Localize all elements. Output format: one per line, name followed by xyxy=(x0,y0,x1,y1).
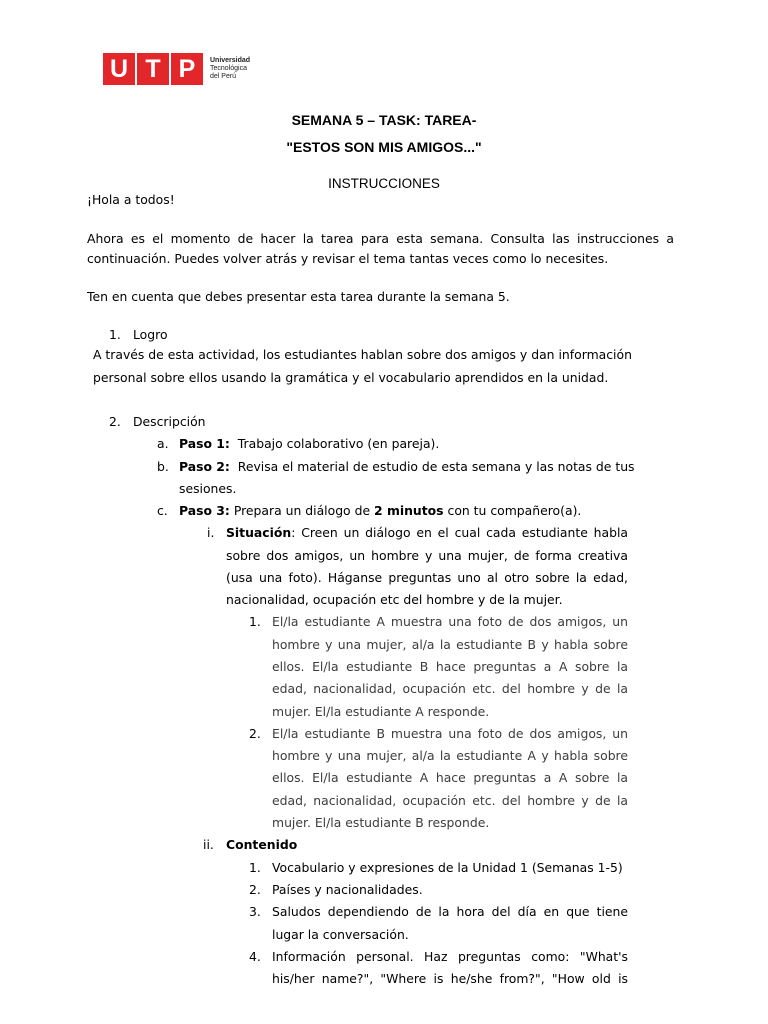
page-title: SEMANA 5 – TASK: TAREA- xyxy=(291,112,477,128)
step-c-label: Paso 3: xyxy=(179,503,230,518)
sub-i-marker: i. xyxy=(207,525,215,540)
sub-ii-marker: ii. xyxy=(203,837,214,852)
step-b-line1 xyxy=(179,456,635,478)
step-c-text-after: con tu compañero(a). xyxy=(443,503,582,518)
section2-number: 2. xyxy=(109,414,121,429)
situation-item1-line4: edad, nacionalidad, ocupación etc. del hombre y de la xyxy=(272,681,628,696)
content-item3-marker: 3. xyxy=(249,904,261,919)
content-item4-line2: his/her name?", "Where is he/she from?", "How old is xyxy=(272,971,628,986)
step-c xyxy=(179,500,581,522)
logo-letter-p: P xyxy=(171,53,203,85)
content-item4-marker: 4. xyxy=(249,949,261,964)
situation-item2-line5: mujer. El/la estudiante B responde. xyxy=(272,815,490,830)
sub-i-label: Situación xyxy=(226,525,292,540)
intro-line1: Ahora es el momento de hacer la tarea para esta semana. Consulta las instrucciones a xyxy=(87,231,674,246)
step-b-label: Paso 2: xyxy=(179,459,230,474)
situation-item2-line3: ellos. El/la estudiante A hace preguntas a A sobre la xyxy=(272,770,628,785)
step-b-line2: sesiones. xyxy=(179,481,237,496)
intro-line2: continuación. Puedes volver atrás y revisar el tema tantas veces como lo necesites. xyxy=(87,251,609,266)
deadline-text: Ten en cuenta que debes presentar esta tarea durante la semana 5. xyxy=(87,289,510,304)
step-a xyxy=(179,433,439,455)
instructions-heading: INSTRUCCIONES xyxy=(328,176,440,191)
situation-item2-marker: 2. xyxy=(249,726,261,741)
situation-item1-line2: hombre y una mujer, al/a la estudiante B y habla sobre xyxy=(272,637,628,652)
logo-line1: Universidad xyxy=(210,57,251,64)
sub-i-line3: (usa una foto). Háganse preguntas uno al otro sobre la edad, xyxy=(226,570,628,585)
content-item4-line1: Información personal. Haz preguntas como: "What's xyxy=(272,949,628,964)
logo-line2: Tecnológica xyxy=(210,65,247,72)
sub-ii-label-text: Contenido xyxy=(226,837,298,852)
logo-letter-u: U xyxy=(103,53,135,85)
step-a-label: Paso 1: xyxy=(179,436,230,451)
step-a-text: Trabajo colaborativo (en pareja). xyxy=(237,436,440,451)
step-b-text: Revisa el material de estudio de esta semana y las notas de tus xyxy=(237,459,635,474)
situation-item1-marker: 1. xyxy=(249,614,261,629)
section2-title: Descripción xyxy=(133,414,206,429)
situation-item1-line3: ellos. El/la estudiante B hace preguntas a A sobre la xyxy=(272,659,628,674)
content-item3-line1: Saludos dependiendo de la hora del día en que tiene xyxy=(272,904,628,919)
content-item2: Países y nacionalidades. xyxy=(272,882,423,897)
section1-line1: A través de esta actividad, los estudiantes hablan sobre dos amigos y dan información xyxy=(93,347,632,362)
section1-title: Logro xyxy=(133,327,168,342)
logo-letter-t: T xyxy=(137,53,169,85)
situation-item2-line1: El/la estudiante B muestra una foto de dos amigos, un xyxy=(272,726,628,741)
situation-item1-line1: El/la estudiante A muestra una foto de dos amigos, un xyxy=(272,614,628,629)
logo-line3: del Perú xyxy=(210,73,237,80)
greeting: ¡Hola a todos! xyxy=(87,192,175,207)
sub-ii-label xyxy=(226,834,297,856)
section1-line2: personal sobre ellos usando la gramática y el vocabulario aprendidos en la unidad. xyxy=(93,370,609,385)
sub-i-line1 xyxy=(226,522,628,544)
sub-i-line4: nacionalidad, ocupación etc del hombre y de la mujer. xyxy=(226,592,563,607)
step-c-text-before: Prepara un diálogo de xyxy=(233,503,375,518)
content-item1-marker: 1. xyxy=(249,860,261,875)
situation-item2-line4: edad, nacionalidad, ocupación etc. del hombre y de la xyxy=(272,793,628,808)
section1-number: 1. xyxy=(109,327,121,342)
situation-item2-line2: hombre y una mujer, al/a la estudiante A y habla sobre xyxy=(272,748,628,763)
content-item2-marker: 2. xyxy=(249,882,261,897)
step-b-marker: b. xyxy=(157,459,169,474)
content-item3-line2: lugar la conversación. xyxy=(272,927,409,942)
step-c-marker: c. xyxy=(157,503,168,518)
content-item1: Vocabulario y expresiones de la Unidad 1 (Semanas 1-5) xyxy=(272,860,623,875)
sub-i-line2: sobre dos amigos, un hombre y una mujer, de forma creativa xyxy=(226,548,628,563)
page-subtitle: "ESTOS SON MIS AMIGOS..." xyxy=(286,139,482,155)
step-c-bold: 2 minutos xyxy=(374,503,444,518)
utp-logo xyxy=(103,53,250,85)
step-a-marker: a. xyxy=(157,436,169,451)
sub-i-line1-text: : Creen un diálogo en el cual cada estudiante habla xyxy=(291,525,628,540)
situation-item1-line5: mujer. El/la estudiante A responde. xyxy=(272,704,490,719)
logo-text xyxy=(210,57,250,81)
